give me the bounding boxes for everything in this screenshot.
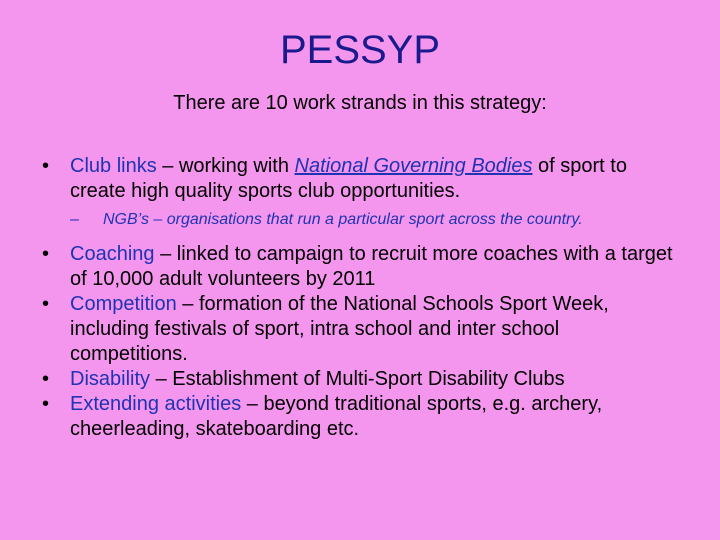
bullet-head: Coaching <box>70 243 155 265</box>
bullet-text: – Establishment of Multi-Sport Disability Clubs <box>150 368 565 390</box>
bullet-coaching <box>42 242 682 292</box>
ngb-link[interactable]: National Governing Bodies <box>294 155 533 177</box>
bullet-text: – working with <box>156 155 295 177</box>
bullet-text: – linked to campaign to recruit more coaches with a target of 10,000 adult volunteers by 2011 <box>70 243 673 290</box>
slide-title: PESSYP <box>279 28 441 72</box>
bullet-club-links <box>42 154 682 230</box>
slide-subtitle: There are 10 work strands in this strategy: <box>173 92 547 114</box>
bullet-competition <box>42 292 682 367</box>
bullet-text: – formation of the National Schools Sport Week, including festivals of sport, intra school and inter school competitions. <box>70 293 609 365</box>
bullet-text: – beyond traditional sports, e.g. archery, cheerleading, skateboarding etc. <box>70 393 603 440</box>
bullet-extending-activities <box>42 392 682 442</box>
bullet-head: Competition <box>70 293 177 315</box>
sub-bullet-ngb: – NGB’s – organisations that run a particular sport across the country. <box>70 210 682 230</box>
bullet-list <box>42 154 682 442</box>
bullet-head: Club links <box>70 155 157 177</box>
bullet-head: Extending activities <box>70 393 242 415</box>
bullet-head: Disability <box>70 368 151 390</box>
bullet-text: of sport to create high quality sports club opportunities. <box>70 155 627 202</box>
sub-list <box>70 210 682 230</box>
bullet-disability <box>42 367 682 392</box>
